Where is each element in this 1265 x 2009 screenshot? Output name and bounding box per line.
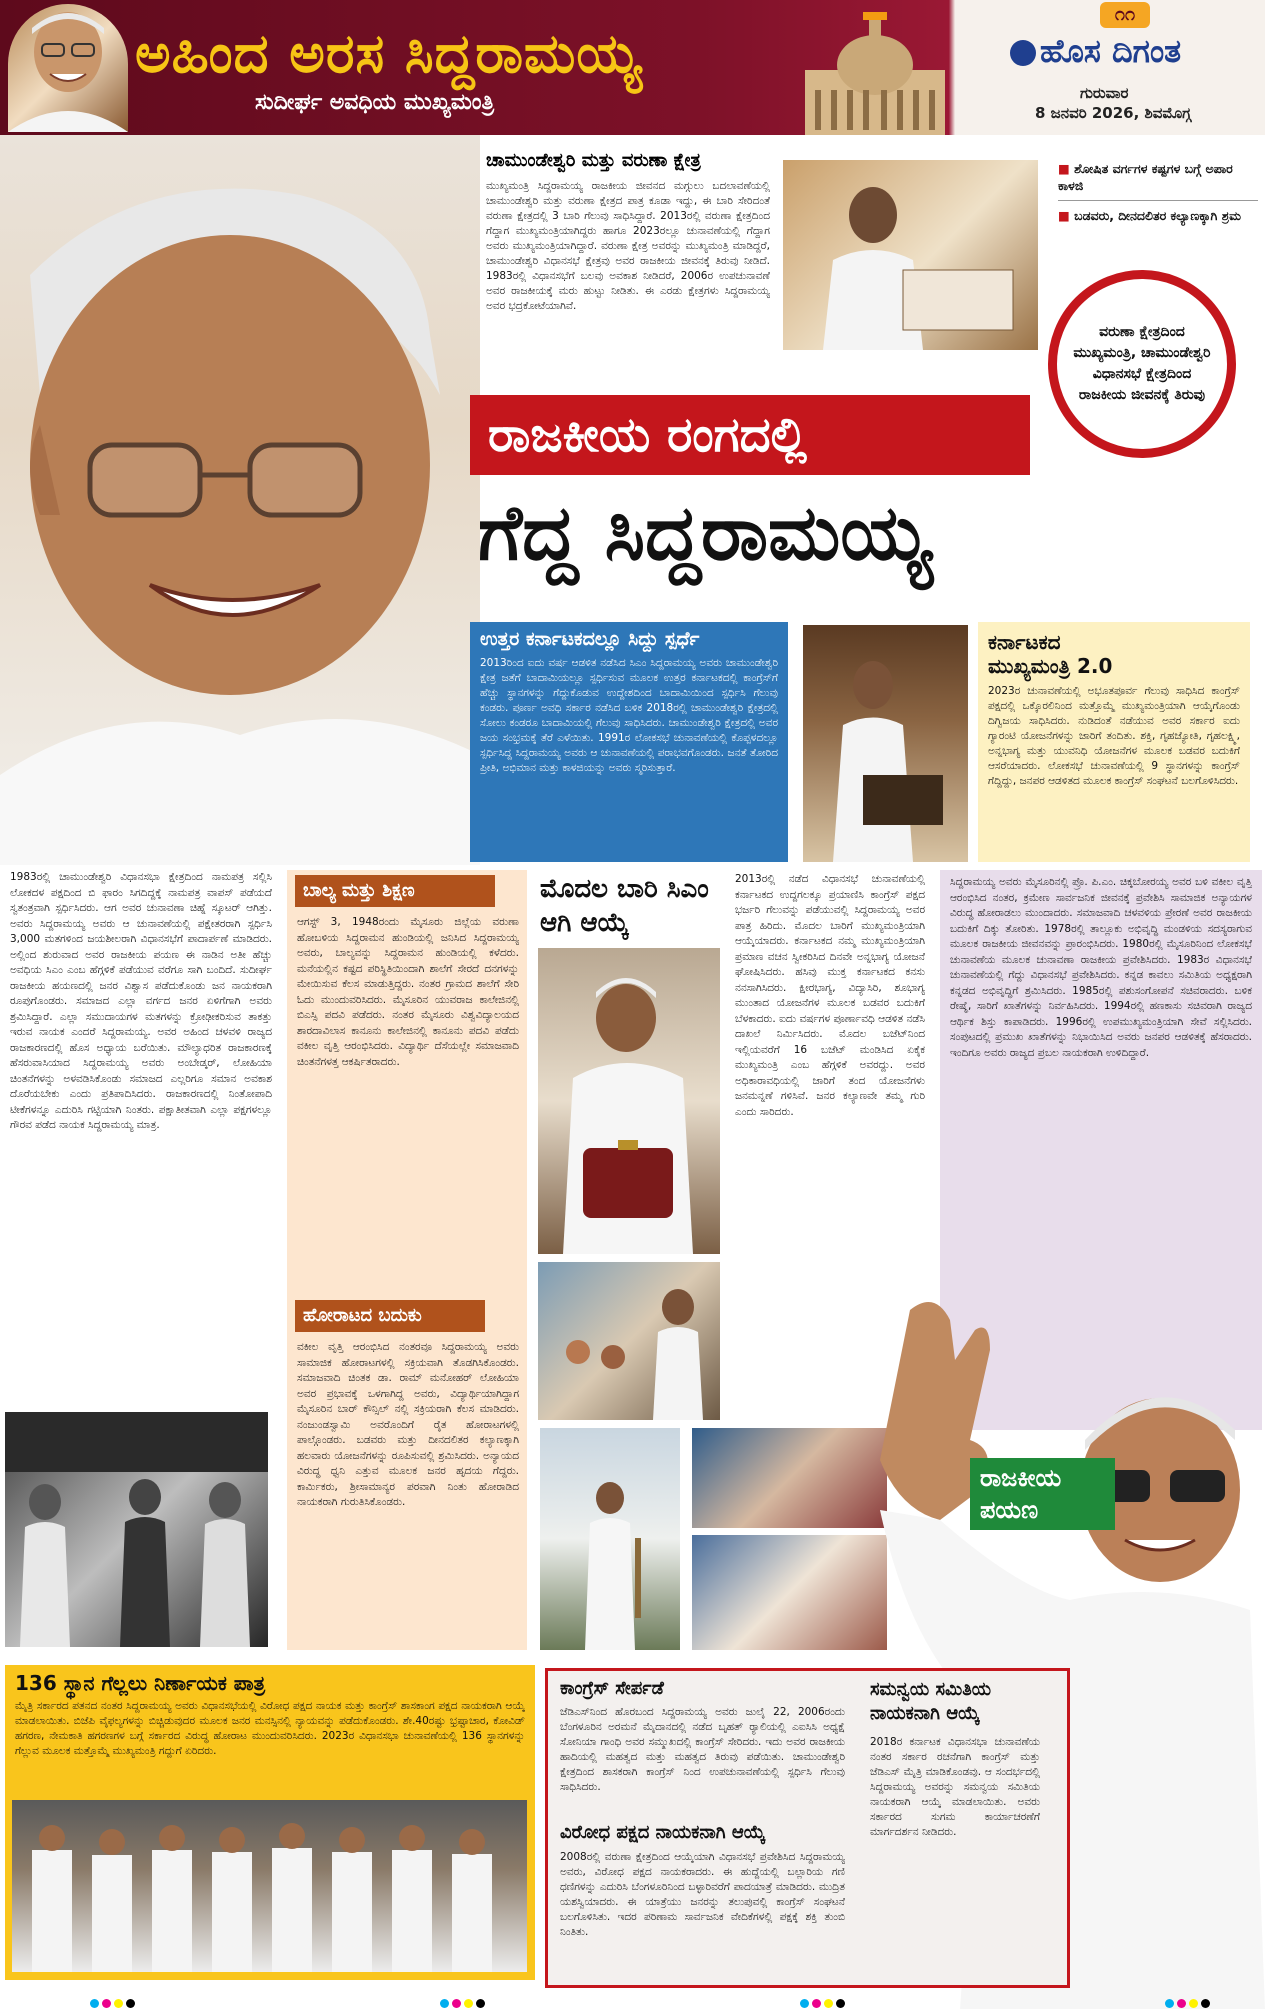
vidhana-soudha-graphic	[805, 10, 945, 135]
paper-name: ಹೊಸ ದಿಗಂತ	[1040, 32, 1182, 70]
print-registration-marks	[800, 1993, 848, 2009]
meeting-photo	[538, 1262, 720, 1420]
headline-line2: ಗೆದ್ದ ಸಿದ್ದರಾಮಯ್ಯ	[478, 488, 933, 577]
first-cm-heading: ಮೊದಲ ಬಾರಿ ಸಿಎಂ ಆಗಿ ಆಯ್ಕೆ	[540, 874, 709, 938]
print-registration-marks	[90, 1993, 138, 2009]
opposition-heading: ವಿರೋಧ ಪಕ್ಷದ ನಾಯಕನಾಗಿ ಆಯ್ಕೆ	[560, 1822, 766, 1843]
bullet-item: ■ ಬಡವರು, ದೀನದಲಿತರ ಕಲ್ಯಾಣಕ್ಕಾಗಿ ಶ್ರಮ	[1058, 208, 1241, 223]
cm-two-heading: ಕರ್ನಾಟಕದ ಮುಖ್ಯಮಂತ್ರಿ 2.0	[988, 630, 1113, 678]
bullet-marker-icon: ■	[1058, 161, 1075, 176]
north-karnataka-box	[470, 622, 788, 862]
journey-line2: ಪಯಣ	[980, 1496, 1039, 1524]
print-registration-marks	[1165, 1993, 1213, 2009]
bullet-marker-icon: ■	[1058, 208, 1075, 223]
childhood-label	[295, 875, 495, 907]
struggle-body: ವಕೀಲ ವೃತ್ತಿ ಆರಂಭಿಸಿದ ನಂತರವೂ ಸಿದ್ದರಾಮಯ್ಯ ಅವರು ಸಾಮಾಜಿಕ ಹೋರಾಟಗಳಲ್ಲಿ ಸಕ್ರಿಯವಾಗಿ ತೊಡಗಿಸಿಕೊಂಡರು. ಸಮಾಜವಾದಿ ಚಿಂತಕ ಡಾ. ರಾಮ್ ಮನೋಹರ್ ಲೋಹಿಯಾ ಅವರ ಪ್ರಭಾವಕ್ಕೆ ಒಳಗಾಗಿದ್ದ ಅವರು, ವಿದ್ಯಾರ್ಥಿಯಾಗಿದ್ದಾಗ ಮೈಸೂರಿನ ಬಾರ್ ಕೌನ್ಸಿಲ್ ನಲ್ಲಿ ಸಕ್ರಿಯರಾಗಿ ಕೆಲಸ ಮಾಡಿದರು. ನಂಜುಂಡಸ್ವಾಮಿ ಅವರೊಂದಿಗೆ ರೈತ ಹೋರಾಟಗಳಲ್ಲಿ ಪಾಲ್ಗೊಂಡರು. ಬಡವರು ಮತ್ತು ದೀನದಲಿತರ ಕಲ್ಯಾಣಕ್ಕಾಗಿ ಹಲವಾರು ಯೋಜನೆಗಳನ್ನು ರೂಪಿಸುವಲ್ಲಿ ಶ್ರಮಿಸಿದರು. ಅನ್ಯಾಯದ ವಿರುದ್ಧ ಧ್ವನಿ ಎತ್ತುವ ಮೂಲಕ ಜನರ ಹೃದಯ ಗೆದ್ದರು. ಕಾರ್ಮಿಕರು, ಶ್ರೀಸಾಮಾನ್ಯರ ಪರವಾಗಿ ನಿಂತು ಹೋರಾಡಿದ ನಾಯಕರಾಗಿ ಗುರುತಿಸಿಕೊಂಡರು.	[297, 1341, 519, 1508]
paper-logo-icon	[1010, 40, 1036, 66]
print-registration-marks	[440, 1993, 488, 2009]
bullet-item: ■ ಶೋಷಿತ ವರ್ಗಗಳ ಕಷ್ಟಗಳ ಬಗ್ಗೆ ಅಪಾರ ಕಾಳಜಿ	[1058, 160, 1258, 201]
masthead-subtitle: ಸುದೀರ್ಘ ಅವಧಿಯ ಮುಖ್ಯಮಂತ್ರಿ	[255, 90, 495, 115]
chamundeshwari-body: ಮುಖ್ಯಮಂತ್ರಿ ಸಿದ್ದರಾಮಯ್ಯ ರಾಜಕೀಯ ಜೀವನದ ಮಗ್ಗುಲು ಬದಲಾವಣೆಯಲ್ಲಿ ಚಾಮುಂಡೇಶ್ವರಿ ಮತ್ತು ವರುಣಾ ಕ್ಷೇತ್ರದ ಪಾತ್ರ ಕೂಡಾ ಇದ್ದು, ಈ ಬಾರಿ ಸೇರಿದಂತೆ ವರುಣಾ ಕ್ಷೇತ್ರದಲ್ಲಿ 3 ಬಾರಿ ಗೆಲುವು ಸಾಧಿಸಿದ್ದಾರೆ. 2013ರಲ್ಲಿ ವರುಣಾ ಕ್ಷೇತ್ರದಿಂದ ಗೆದ್ದಾಗ ಮುಖ್ಯಮಂತ್ರಿಯಾಗಿದ್ದರು ಹಾಗೂ 2023ರಲ್ಲೂ ಚುನಾವಣೆಯಲ್ಲಿ ಗೆದ್ದಾಗ ಅವರು ಮುಖ್ಯಮಂತ್ರಿಯಾಗಿದ್ದಾರೆ. ವರುಣಾ ಕ್ಷೇತ್ರ ಅವರನ್ನು ಮುಖ್ಯಮಂತ್ರಿ ಮಾಡಿದ್ದರೆ, ಚಾಮುಂಡೇಶ್ವರಿ ವಿಧಾನಸಭೆ ಕ್ಷೇತ್ರವು ಅವರ ರಾಜಕೀಯ ಜೀವನಕ್ಕೆ ತಿರುವು ನೀಡಿದೆ. 1983ರಲ್ಲಿ ವಿಧಾನಸಭೆಗೆ ಬಲವು ಅವಕಾಶ ನೀಡಿದರೆ, 2006ರ ಉಪಚುನಾವಣೆ ಅವರ ರಾಜಕೀಯಕ್ಕೆ ಮರು ಹುಟ್ಟು ನೀಡಿತು. ಈ ಎರಡು ಕ್ಷೇತ್ರಗಳು ಸಿದ್ದರಾಮಯ್ಯ ಅವರ ಭದ್ರಕೋಟೆಯಾಗಿವೆ.	[486, 180, 770, 312]
north-karnataka-body: 2013ರಿಂದ ಐದು ವರ್ಷ ಆಡಳಿತ ನಡೆಸಿದ ಸಿಎಂ ಸಿದ್ದರಾಮಯ್ಯ ಅವರು ಚಾಮುಂಡೇಶ್ವರಿ ಕ್ಷೇತ್ರ ಜತೆಗೆ ಬಾದಾಮಿಯಲ್ಲೂ ಸ್ಪರ್ಧಿಸುವ ಮೂಲಕ ಉತ್ತರ ಕರ್ನಾಟಕದಲ್ಲಿ ಕಾಂಗ್ರೆಸ್‌ಗೆ ಹೆಚ್ಚು ಸ್ಥಾನಗಳನ್ನು ಗೆದ್ದುಕೊಡುವ ಉದ್ದೇಶದಿಂದ ಬಾದಾಮಿಯಿಂದ ಸ್ಪರ್ಧಿಸಿ ಗೆಲುವು ಕಂಡರು. ಪೂರ್ಣ ಅವಧಿ ಸರ್ಕಾರ ನಡೆಸಿದ ಬಳಿಕ 2018ರಲ್ಲಿ ಚಾಮುಂಡೇಶ್ವರಿ ಕ್ಷೇತ್ರದಲ್ಲಿ ಸೋಲು ಕಂಡರೂ ಬಾದಾಮಿಯಲ್ಲಿ ಗೆಲುವು ಸಾಧಿಸಿದರು. ಚಾಮುಂಡೇಶ್ವರಿ ಕ್ಷೇತ್ರದಲ್ಲಿ ಅವರ ಜಯ ಸಂಭ್ರಮಕ್ಕೆ ತೆರೆ ಎಳೆಯಿತು. 1991ರ ಲೋಕಸಭೆ ಚುನಾವಣೆಯಲ್ಲಿ ಕೊಪ್ಪಳದಲ್ಲೂ ಸ್ಪರ್ಧಿಸಿದ್ದ ಸಿದ್ದರಾಮಯ್ಯ ಅವರು ಆ ಚುನಾವಣೆಯಲ್ಲಿ ಪರಾಭವಗೊಂಡರು. ಜನತೆ ತೋರಿದ ಪ್ರೀತಿ, ಅಭಿಮಾನ ಮತ್ತು ಕಾಳಜಿಯನ್ನು ಅವರು ಸ್ಮರಿಸುತ್ತಾರೆ.	[480, 657, 778, 774]
seats136-body: ಮೈತ್ರಿ ಸರ್ಕಾರದ ಪತನದ ನಂತರ ಸಿದ್ದರಾಮಯ್ಯ ಅವರು ವಿಧಾನಸಭೆಯಲ್ಲಿ ವಿರೋಧ ಪಕ್ಷದ ನಾಯಕ ಮತ್ತು ಕಾಂಗ್ರೆಸ್ ಶಾಸಕಾಂಗ ಪಕ್ಷದ ನಾಯಕರಾಗಿ ಆಯ್ಕೆ ಮಾಡಲಾಯಿತು. ಬಿಜೆಪಿ ವೈಫಲ್ಯಗಳನ್ನು ಬಿಚ್ಚಿಡುವುದರ ಮೂಲಕ ಜನರ ಮನಸ್ಸಿನಲ್ಲಿ ನ್ಯಾಯವನ್ನು ಪಡೆದುಕೊಂಡರು. ಶೇ.40ರಷ್ಟು ಭ್ರಷ್ಟಾಚಾರ, ಕೋವಿಡ್ ಹಗರಣ, ನೇಮಕಾತಿ ಹಗರಣಗಳ ಬಗ್ಗೆ ಸರ್ಕಾರದ ವಿರುದ್ಧ ಹೋರಾಟ ಮುಂದುವರಿಸಿದರು. 2023ರ ವಿಧಾನಸಭಾ ಚುನಾವಣೆಯಲ್ಲಿ 136 ಸ್ಥಾನಗಳನ್ನು ಗೆಲ್ಲುವ ಮೂಲಕ ಮತ್ತೊಮ್ಮೆ ಮುಖ್ಯಮಂತ್ರಿ ಗದ್ದುಗೆ ಏರಿದರು.	[15, 1700, 525, 1757]
col4-body: ಸಿದ್ದರಾಮಯ್ಯ ಅವರು ಮೈಸೂರಿನಲ್ಲಿ ಪ್ರೊ. ಪಿ.ಎಂ. ಚಿಕ್ಕಬೋರಯ್ಯ ಅವರ ಬಳಿ ವಕೀಲ ವೃತ್ತಿ ಆರಂಭಿಸಿದ ನಂತರ, ಕ್ರಮೇಣ ಸಾರ್ವಜನಿಕ ಜೀವನಕ್ಕೆ ಪ್ರವೇಶಿಸಿ ಸಾಮಾಜಿಕ ಅನ್ಯಾಯಗಳ ವಿರುದ್ಧ ಹೋರಾಡಲು ಮುಂದಾದರು. ಸಮಾಜವಾದಿ ಚಳವಳಿಯ ಪ್ರೇರಣೆ ಅವರ ರಾಜಕೀಯ ಬದುಕಿಗೆ ದಿಕ್ಕು ತೋರಿತು. 1978ರಲ್ಲಿ ತಾಲ್ಲೂಕು ಅಭಿವೃದ್ಧಿ ಮಂಡಳಿಯ ಸದಸ್ಯರಾಗುವ ಮೂಲಕ ರಾಜಕೀಯ ಜೀವನವನ್ನು ಪ್ರಾರಂಭಿಸಿದರು. 1980ರಲ್ಲಿ ಮೈಸೂರಿನಿಂದ ಲೋಕಸಭೆ ಚುನಾವಣೆಯ ಮೂಲಕ ಚುನಾವಣಾ ರಾಜಕೀಯ ಪ್ರವೇಶಿಸಿದರು. 1983ರ ವಿಧಾನಸಭೆ ಚುನಾವಣೆಯಲ್ಲಿ ಗೆದ್ದು ವಿಧಾನಸಭೆ ಪ್ರವೇಶಿಸಿದರು. ಕನ್ನಡ ಕಾವಲು ಸಮಿತಿಯ ಅಧ್ಯಕ್ಷರಾಗಿ ಕನ್ನಡದ ಅಭಿವೃದ್ಧಿಗೆ ಶ್ರಮಿಸಿದರು. 1985ರಲ್ಲಿ ಪಶುಸಂಗೋಪನೆ ಸಚಿವರಾದರು. ಬಳಿಕ ರೇಷ್ಮೆ, ಸಾರಿಗೆ ಖಾತೆಗಳನ್ನು ನಿರ್ವಹಿಸಿದರು. 1994ರಲ್ಲಿ ಹಣಕಾಸು ಸಚಿವರಾಗಿ ರಾಜ್ಯದ ಆರ್ಥಿಕ ಶಿಸ್ತು ಕಾಪಾಡಿದರು. 1996ರಲ್ಲಿ ಉಪಮುಖ್ಯಮಂತ್ರಿಯಾಗಿ ಸೇವೆ ಸಲ್ಲಿಸಿದರು. ಸಂಪುಟದಲ್ಲಿ ಪ್ರಮುಖ ಖಾತೆಗಳನ್ನು ನಿಭಾಯಿಸಿದ ಅವರು ಜನಪರ ಆಡಳಿತಕ್ಕೆ ಹೆಸರಾದರು. ಇಂದಿಗೂ ಅವರು ರಾಜ್ಯದ ಪ್ರಬಲ ನಾಯಕರಾಗಿ ಉಳಿದಿದ್ದಾರೆ.	[950, 876, 1252, 1059]
quote-text: ವರುಣಾ ಕ್ಷೇತ್ರದಿಂದ ಮುಖ್ಯಮಂತ್ರಿ, ಚಾಮುಂಡೇಶ್ವರಿ ವಿಧಾನಸಭೆ ಕ್ಷೇತ್ರದಿಂದ ರಾಜಕೀಯ ಜೀವನಕ್ಕೆ ತಿರುವು	[1073, 324, 1211, 403]
assembly-photo	[803, 625, 968, 862]
congress-heading: ಕಾಂಗ್ರೆಸ್ ಸೇರ್ಪಡೆ	[560, 1678, 664, 1699]
masthead	[0, 0, 1265, 135]
chamundeshwari-heading: ಚಾಮುಂಡೇಶ್ವರಿ ಮತ್ತು ವರುಣಾ ಕ್ಷೇತ್ರ	[486, 150, 701, 171]
quote-circle	[1048, 270, 1236, 458]
headline-banner	[470, 395, 1030, 475]
struggle-label	[295, 1300, 485, 1332]
north-karnataka-heading: ಉತ್ತರ ಕರ್ನಾಟಕದಲ್ಲೂ ಸಿದ್ದು ಸ್ಪರ್ಧೆ	[480, 628, 700, 650]
issue-date: 8 ಜನವರಿ 2026, ಶಿವಮೊಗ್ಗ	[1035, 104, 1192, 122]
victory-photo	[12, 1800, 527, 1972]
coordination-heading: ಸಮನ್ವಯ ಸಮಿತಿಯ ನಾಯಕನಾಗಿ ಆಯ್ಕೆ	[870, 1679, 992, 1724]
issue-day: ಗುರುವಾರ	[1080, 84, 1129, 102]
desk-photo	[783, 160, 1038, 350]
main-portrait	[0, 135, 480, 865]
struggle-heading: ಹೋರಾಟದ ಬದುಕು	[303, 1305, 422, 1326]
childhood-heading: ಬಾಲ್ಯ ಮತ್ತು ಶಿಕ್ಷಣ	[303, 880, 415, 901]
cricket-photo	[540, 1428, 680, 1650]
page-number-badge	[1100, 2, 1150, 28]
childhood-body: ಆಗಸ್ಟ್ 3, 1948ರಂದು ಮೈಸೂರು ಜಿಲ್ಲೆಯ ವರುಣಾ ಹೋಬಳಿಯ ಸಿದ್ದರಾಮನ ಹುಂಡಿಯಲ್ಲಿ ಜನಿಸಿದ ಸಿದ್ದರಾಮಯ್ಯ ಅವರು, ಬಾಲ್ಯವನ್ನು ಸಿದ್ದರಾಮನ ಹುಂಡಿಯಲ್ಲಿ ಕಳೆದರು. ಮನೆಯಲ್ಲಿನ ಕಷ್ಟದ ಪರಿಸ್ಥಿತಿಯಿಂದಾಗಿ ಶಾಲೆಗೆ ಸೇರದೆ ದನಗಳನ್ನು ಮೇಯಿಸುವ ಕೆಲಸ ಮಾಡುತ್ತಿದ್ದರು. ನಂತರ ಗ್ರಾಮದ ಶಾಲೆಗೆ ಸೇರಿ ಓದು ಮುಂದುವರಿಸಿದರು. ಮೈಸೂರಿನ ಯುವರಾಜ ಕಾಲೇಜಿನಲ್ಲಿ ಬಿಎಸ್ಸಿ ಪದವಿ ಪಡೆದರು. ನಂತರ ಮೈಸೂರು ವಿಶ್ವವಿದ್ಯಾಲಯದ ಶಾರದಾವಿಲಾಸ ಕಾನೂನು ಕಾಲೇಜಿನಲ್ಲಿ ಕಾನೂನು ಪದವಿ ಪಡೆದು ವಕೀಲ ವೃತ್ತಿ ಆರಂಭಿಸಿದರು. ವಿದ್ಯಾರ್ಥಿ ದೆಸೆಯಲ್ಲೇ ಸಮಾಜವಾದಿ ಚಿಂತನೆಗಳತ್ತ ಆಕರ್ಷಿತರಾದರು.	[297, 916, 519, 1068]
journey-label	[970, 1458, 1115, 1530]
masthead-portrait	[8, 4, 128, 132]
bullets	[1058, 160, 1258, 224]
col1-body: 1983ರಲ್ಲಿ ಚಾಮುಂಡೇಶ್ವರಿ ವಿಧಾನಸಭಾ ಕ್ಷೇತ್ರದಿಂದ ನಾಮಪತ್ರ ಸಲ್ಲಿಸಿ ಲೋಕದಳ ಪಕ್ಷದಿಂದ ಬಿ ಫಾರಂ ಸಿಗದಿದ್ದಕ್ಕೆ ನಾಮಪತ್ರ ವಾಪಸ್ ಪಡೆಯದೆ ಸ್ವತಂತ್ರವಾಗಿ ಸ್ಪರ್ಧಿಸಿದರು. ಆಗ ಅವರ ಚುನಾವಣಾ ಚಿಹ್ನೆ ಸ್ಕೂಟರ್ ಆಗಿತ್ತು. ಅವರು ಸಿದ್ದರಾಮಯ್ಯ ಅವರು ಆ ಚುನಾವಣೆಯಲ್ಲಿ ಪಕ್ಷೇತರರಾಗಿ ಸ್ಪರ್ಧಿಸಿ 3,000 ಮತಗಳಿಂದ ಜಯಶೀಲರಾಗಿ ವಿಧಾನಸಭೆಗೆ ಪಾದಾರ್ಪಣೆ ಮಾಡಿದರು. ಅಲ್ಲಿಂದ ಶುರುವಾದ ಅವರ ರಾಜಕೀಯ ಪಯಣ ಈ ನಾಡಿನ ಅತೀ ಹೆಚ್ಚು ಅವಧಿಯ ಸಿಎಂ ಎಂಬ ಹೆಗ್ಗಳಿಕೆ ಪಡೆಯುವ ವರೆಗೂ ಸಾಗಿ ಬಂದಿದೆ. ಸುದೀರ್ಘ ರಾಜಕೀಯ ಹಯಣದಲ್ಲಿ ಜನರ ವಿಶ್ವಾಸ ಪಡೆದುಕೊಂಡು ಜನ ನಾಯಕರಾಗಿ ರೂಪುಗೊಂಡರು. ಸಮಾಜದ ಎಲ್ಲಾ ವರ್ಗದ ಜನರ ಏಳಿಗೆಗಾಗಿ ಅವರು ಶ್ರಮಿಸಿದ್ದಾರೆ. ಎಲ್ಲಾ ಸಮುದಾಯಗಳ ಮತಗಳನ್ನು ಕ್ರೋಢೀಕರಿಸುವ ತಾಕತ್ತು ಇರುವ ನಾಯಕ ಎಂದರೆ ಸಿದ್ದರಾಮಯ್ಯ. ಅವರ ಅಹಿಂದ ಚಳವಳಿ ರಾಜ್ಯದ ರಾಜಕಾರಣದಲ್ಲಿ ಹೊಸ ಅಧ್ಯಾಯ ಬರೆಯಿತು. ಮೌಲ್ಯಾಧರಿತ ರಾಜಕಾರಣಕ್ಕೆ ಹೆಸರುವಾಸಿಯಾದ ಸಿದ್ದರಾಮಯ್ಯ ಅವರು ಅಂಬೇಡ್ಕರ್, ಲೋಹಿಯಾ ಚಿಂತನೆಗಳನ್ನು ಅಳವಡಿಸಿಕೊಂಡು ಸಮಾಜದ ಎಲ್ಲರಿಗೂ ಸಮಾನ ಅವಕಾಶ ದೊರೆಯಬೇಕು ಎಂದು ಪ್ರತಿಪಾದಿಸಿದರು. ರಾಜಕಾರಣದಲ್ಲಿ ನಿಂತೋಪಾದಿ ಟೀಕೆಗಳನ್ನೂ ಎದುರಿಸಿ ಗಟ್ಟಿಯಾಗಿ ನಿಂತರು. ಪಕ್ಷಾತೀತವಾಗಿ ಎಲ್ಲಾ ಪಕ್ಷಗಳಲ್ಲೂ ಗೌರವ ಪಡೆದ ನಾಯಕ ಸಿದ್ದರಾಮಯ್ಯ ಮಾತ್ರ.	[10, 871, 272, 1131]
ceremony-photo	[5, 1412, 268, 1647]
cm-two-box	[978, 622, 1250, 862]
journey-line1: ರಾಜಕೀಯ	[980, 1464, 1062, 1492]
budget-photo	[538, 948, 720, 1254]
seats136-heading: 136 ಸ್ಥಾನ ಗೆಲ್ಲಲು ನಿರ್ಣಾಯಕ ಪಾತ್ರ	[15, 1671, 266, 1695]
coordination-body: 2018ರ ಕರ್ನಾಟಕ ವಿಧಾನಸಭಾ ಚುನಾವಣೆಯ ನಂತರ ಸರ್ಕಾರ ರಚನೆಗಾಗಿ ಕಾಂಗ್ರೆಸ್ ಮತ್ತು ಜೆಡಿಎಸ್ ಮೈತ್ರಿ ಮಾಡಿಕೊಂಡವು. ಆ ಸಂದರ್ಭದಲ್ಲಿ ಸಿದ್ದರಾಮಯ್ಯ ಅವರನ್ನು ಸಮನ್ವಯ ಸಮಿತಿಯ ನಾಯಕರಾಗಿ ಆಯ್ಕೆ ಮಾಡಲಾಯಿತು. ಅವರು ಸರ್ಕಾರದ ಸುಗಮ ಕಾರ್ಯಾಚರಣೆಗೆ ಮಾರ್ಗದರ್ಶನ ನೀಡಿದರು.	[870, 1736, 1040, 1838]
cm-two-body: 2023ರ ಚುನಾವಣೆಯಲ್ಲಿ ಅಭೂತಪೂರ್ವ ಗೆಲುವು ಸಾಧಿಸಿದ ಕಾಂಗ್ರೆಸ್ ಪಕ್ಷದಲ್ಲಿ ಒಕ್ಕೊರಲಿನಿಂದ ಮತ್ತೊಮ್ಮೆ ಮುಖ್ಯಮಂತ್ರಿಯಾಗಿ ಆಯ್ಕೆಗೊಂಡು ದಿಗ್ವಿಜಯ ಸಾಧಿಸಿದರು. ನುಡಿದಂತೆ ನಡೆಯುವ ಅವರ ಸರ್ಕಾರ ಐದು ಗ್ಯಾರಂಟಿ ಯೋಜನೆಗಳನ್ನು ಜಾರಿಗೆ ತಂದಿತು. ಶಕ್ತಿ, ಗೃಹಜ್ಯೋತಿ, ಗೃಹಲಕ್ಷ್ಮಿ, ಅನ್ನಭಾಗ್ಯ ಮತ್ತು ಯುವನಿಧಿ ಯೋಜನೆಗಳ ಮೂಲಕ ಬಡವರ ಬದುಕಿಗೆ ಆಸರೆಯಾದರು. ಲೋಕಸಭೆ ಚುನಾವಣೆಯಲ್ಲಿ 9 ಸ್ಥಾನಗಳನ್ನು ಕಾಂಗ್ರೆಸ್ ಗೆದ್ದಿದ್ದು, ಜನಪರ ಆಡಳಿತದ ಮೂಲಕ ಕಾಂಗ್ರೆಸ್ ಸಂಘಟನೆ ಬಲಗೊಳಿಸಿದರು.	[988, 685, 1240, 787]
headline-line1: ರಾಜಕೀಯ ರಂಗದಲ್ಲಿ	[488, 407, 807, 463]
chamundeshwari-section	[470, 150, 770, 375]
paper-logo	[1010, 32, 1260, 71]
opposition-body: 2008ರಲ್ಲಿ ವರುಣಾ ಕ್ಷೇತ್ರದಿಂದ ಆಯ್ಕೆಯಾಗಿ ವಿಧಾನಸಭೆ ಪ್ರವೇಶಿಸಿದ ಸಿದ್ದರಾಮಯ್ಯ ಅವರು, ವಿರೋಧ ಪಕ್ಷದ ನಾಯಕರಾದರು. ಈ ಹುದ್ದೆಯಲ್ಲಿ ಬಲ್ಲಾರಿಯ ಗಣಿ ಧಣಿಗಳನ್ನು ಎದುರಿಸಿ ಬೆಂಗಳೂರಿನಿಂದ ಬಳ್ಳಾರಿವರೆಗೆ ಪಾದಯಾತ್ರೆ ಮಾಡಿದರು. ಮುದ್ರಿತ ಯಶಸ್ವಿಯಾದರು. ಈ ಯಾತ್ರೆಯು ಜನರನ್ನು ತಲುಪುವಲ್ಲಿ ಕಾಂಗ್ರೆಸ್ ಸಂಘಟನೆ ಬಲಗೊಳಿಸಿತು. ಇದರ ಪರಿಣಾಮ ಸಾರ್ವಜನಿಕ ವೇದಿಕೆಗಳಲ್ಲಿ ಪಕ್ಷಕ್ಕೆ ಶಕ್ತಿ ತುಂಬಿ ನಿಂತಿತು.	[560, 1851, 845, 1938]
congress-body: ಜೆಡಿಎಸ್‌ನಿಂದ ಹೊರಬಂದ ಸಿದ್ದರಾಮಯ್ಯ ಅವರು ಜುಲೈ 22, 2006ರಂದು ಬೆಂಗಳೂರಿನ ಅರಮನೆ ಮೈದಾನದಲ್ಲಿ ನಡೆದ ಬೃಹತ್ ರ‍್ಯಾಲಿಯಲ್ಲಿ ಎಐಸಿಸಿ ಅಧ್ಯಕ್ಷೆ ಸೋನಿಯಾ ಗಾಂಧಿ ಅವರ ಸಮ್ಮುಖದಲ್ಲಿ ಕಾಂಗ್ರೆಸ್ ಸೇರಿದರು. ಇದು ಅವರ ರಾಜಕೀಯ ಹಾದಿಯಲ್ಲಿ ಮಹತ್ವದ ಮತ್ತು ಮಹತ್ವದ ತಿರುವು ಪಡೆಯಿತು. ಚಾಮುಂಡೇಶ್ವರಿ ಕ್ಷೇತ್ರದಿಂದ ಶಾಸಕರಾಗಿ ಕಾಂಗ್ರೆಸ್ ನಿಂದ ಉಪಚುನಾವಣೆಯಲ್ಲಿ ಸ್ಪರ್ಧಿಸಿ ಗೆಲುವು ಸಾಧಿಸಿದರು.	[560, 1706, 845, 1793]
first-cm-body: 2013ರಲ್ಲಿ ನಡೆದ ವಿಧಾನಸಭೆ ಚುನಾವಣೆಯಲ್ಲಿ ಕರ್ನಾಟಕದ ಉದ್ದಗಲಕ್ಕೂ ಪ್ರಯಾಣಿಸಿ ಕಾಂಗ್ರೆಸ್ ಪಕ್ಷದ ಭರ್ಜರಿ ಗೆಲುವನ್ನು ಪಡೆಯುವಲ್ಲಿ ಸಿದ್ದರಾಮಯ್ಯ ಅವರ ಪಾತ್ರ ಹಿರಿದು. ಮೊದಲ ಬಾರಿಗೆ ಮುಖ್ಯಮಂತ್ರಿಯಾಗಿ ಆಯ್ಕೆಯಾದರು. ಕರ್ನಾಟಕದ ನಮ್ಮ ಮುಖ್ಯಮಂತ್ರಿಯಾಗಿ ಪ್ರಮಾಣ ವಚನ ಸ್ವೀಕರಿಸಿದ ದಿನವೇ ಅನ್ನಭಾಗ್ಯ ಯೋಜನೆ ಘೋಷಿಸಿದರು. ಹಸಿವು ಮುಕ್ತ ಕರ್ನಾಟಕದ ಕನಸು ನನಸಾಗಿಸಿದರು. ಕ್ಷೀರಭಾಗ್ಯ, ವಿದ್ಯಾಸಿರಿ, ಶೂಭಾಗ್ಯ ಮುಂತಾದ ಯೋಜನೆಗಳ ಮೂಲಕ ಬಡವರ ಬದುಕಿಗೆ ಬೆಳಕಾದರು. ಐದು ವರ್ಷಗಳ ಪೂರ್ಣಾವಧಿ ಆಡಳಿತ ನಡೆಸಿ ದಾಖಲೆ ನಿರ್ಮಿಸಿದರು. ಮೊದಲ ಬಜೆಟ್‌ನಿಂದ ಇಲ್ಲಿಯವರೆಗೆ 16 ಬಜೆಟ್ ಮಂಡಿಸಿದ ಏಕೈಕ ಮುಖ್ಯಮಂತ್ರಿ ಎಂಬ ಹೆಗ್ಗಳಿಕೆ ಅವರದ್ದು. ಅವರ ಅಧಿಕಾರಾವಧಿಯಲ್ಲಿ ಜಾರಿಗೆ ತಂದ ಯೋಜನೆಗಳು ಜನಮನ್ನಣೆ ಗಳಿಸಿವೆ. ಜನರ ಕಲ್ಯಾಣವೇ ತಮ್ಮ ಗುರಿ ಎಂದು ಸಾರಿದರು.	[735, 873, 925, 1118]
masthead-title: ಅಹಿಂದ ಅರಸ ಸಿದ್ದರಾಮಯ್ಯ	[135, 22, 643, 85]
page-number: ೧೧	[1114, 4, 1136, 25]
